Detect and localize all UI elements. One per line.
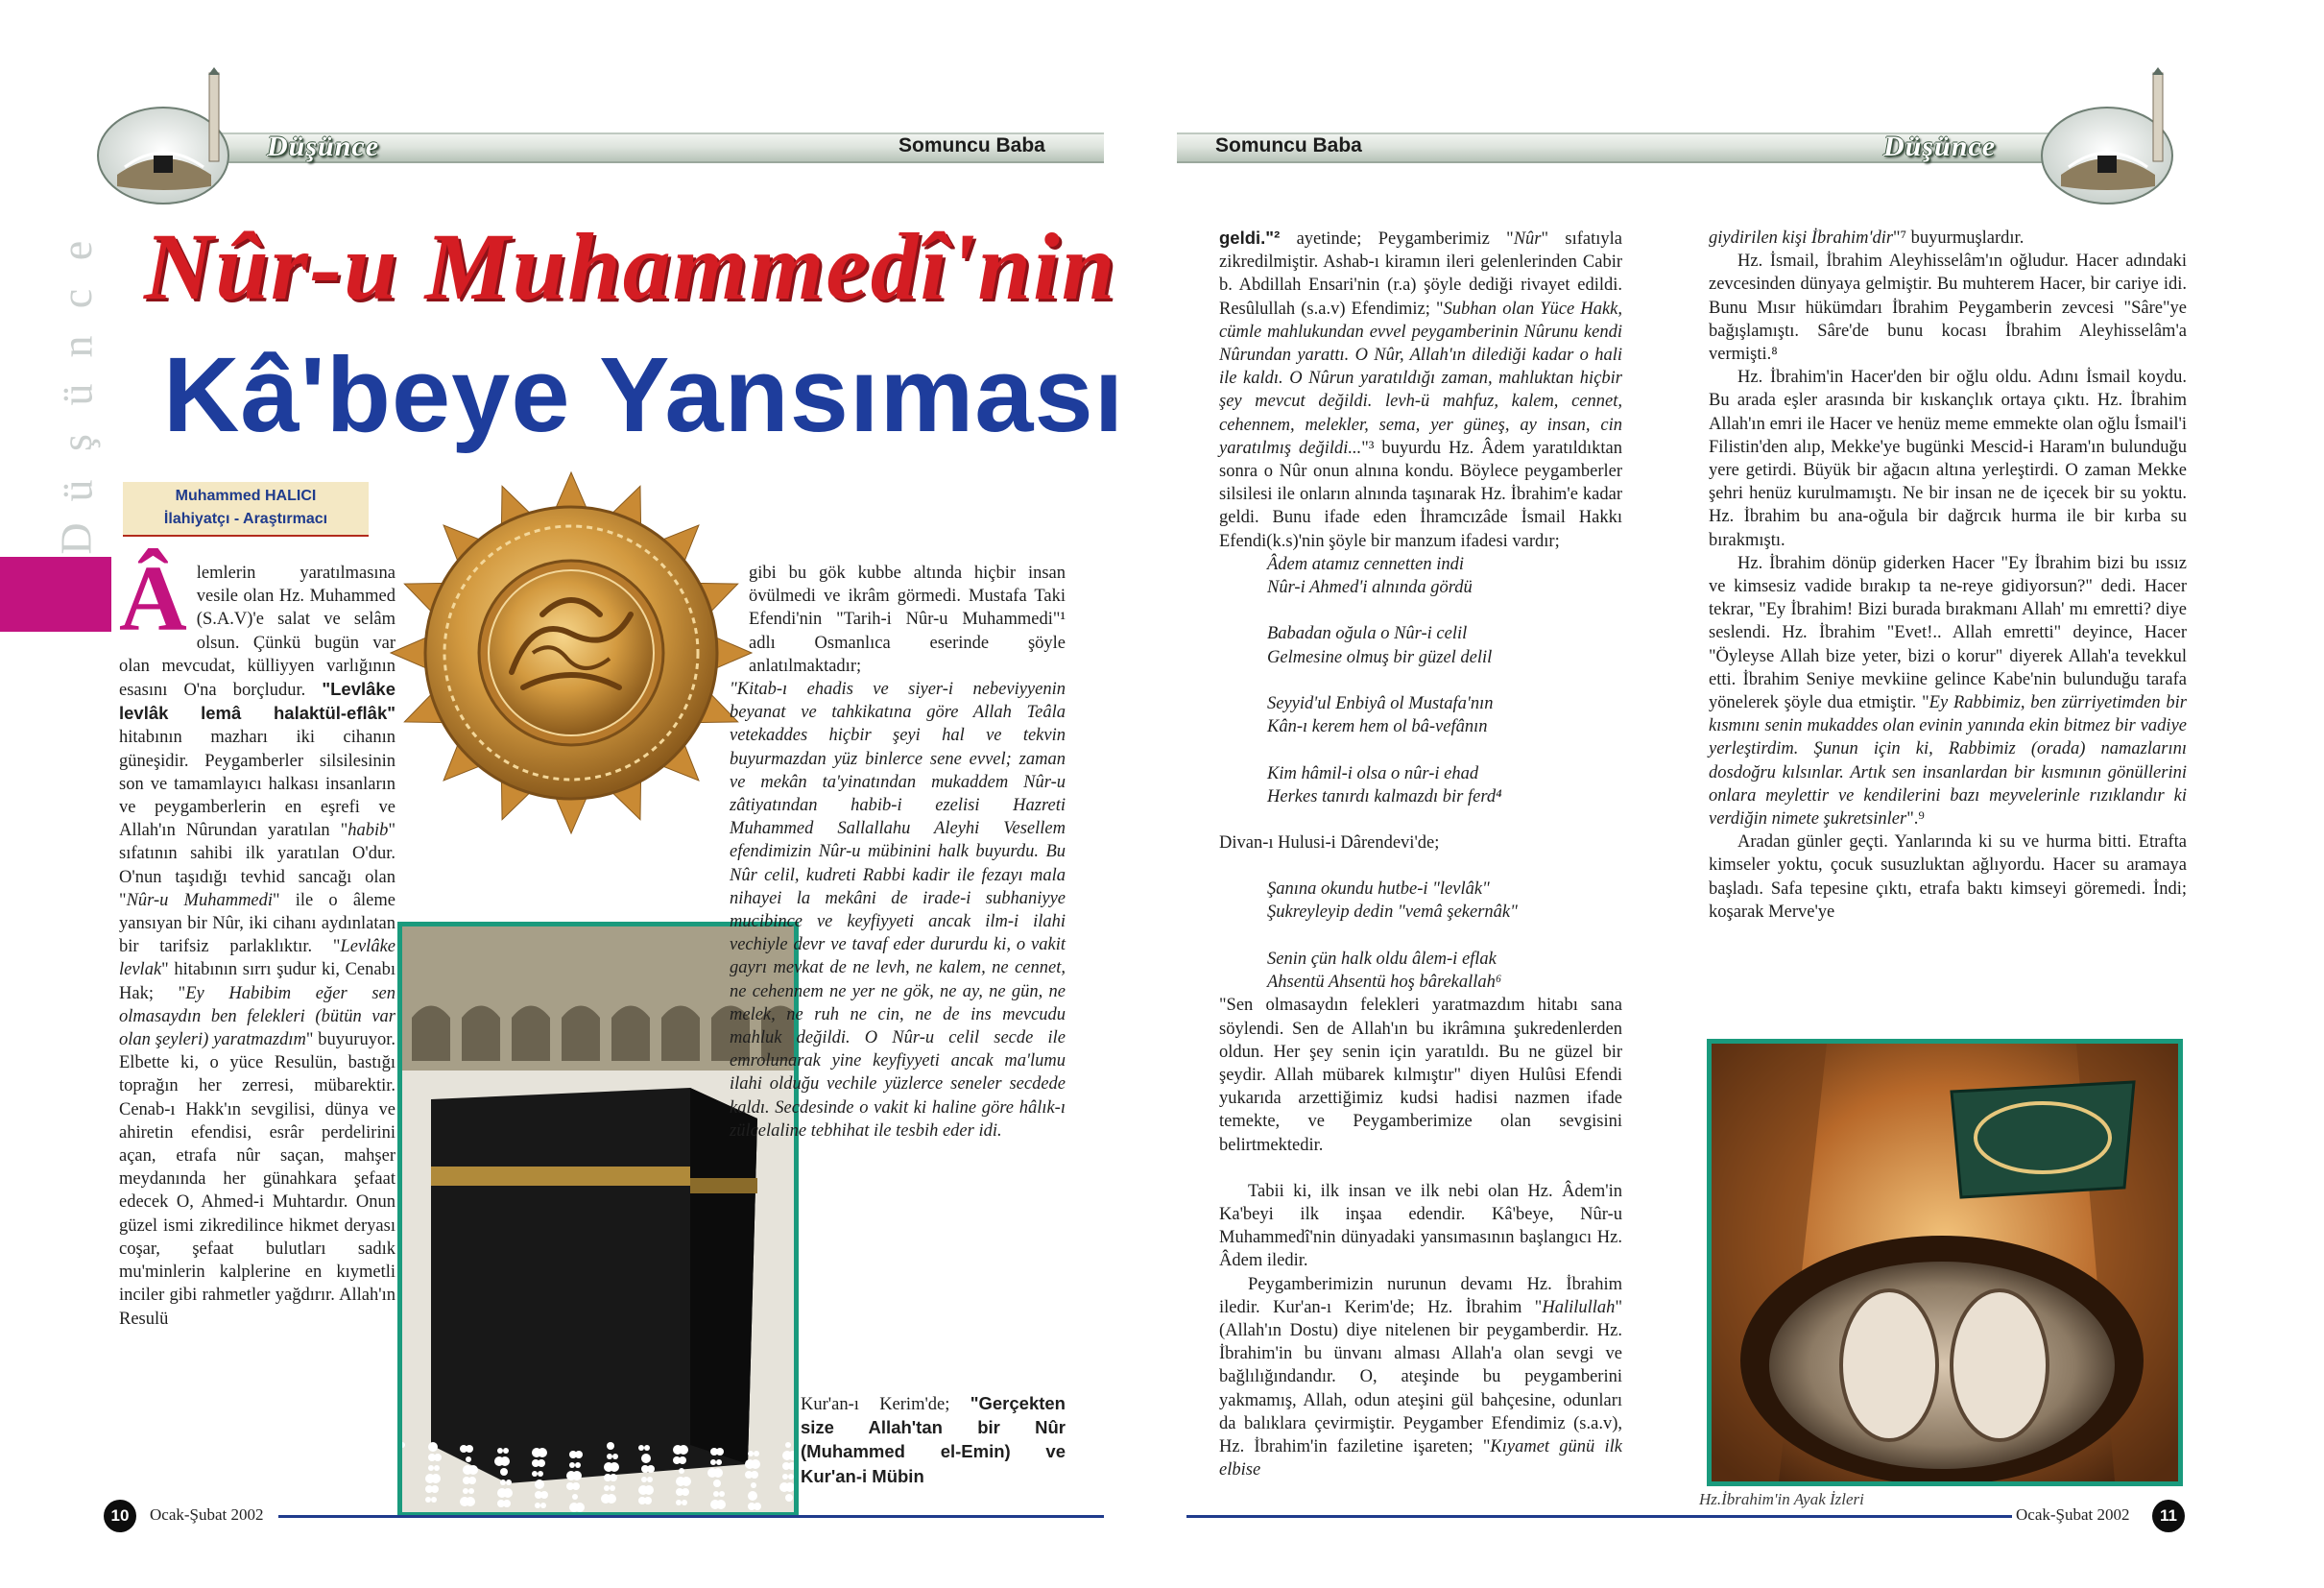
poem-line: Seyyid'ul Enbiyâ ol Mustafa'nın — [1267, 694, 1494, 714]
col3-paragraph-3: "Sen olmasaydın felekleri yaratmazdım hitabı sana söylendi. Sen de Allah'ın bu ikrâmına şukredenlerden oldun. Her şey senin için yaratıldı. Bu ne güzel bir şeydir. Allah mübarek kılmıştır" diyen Hulûsi Efendi yukarıda arzettiğimiz kudsi hadisi nazmen ifade temekte, ve Peygamberimize olan sevgisini belirtmektedir. — [1219, 996, 1622, 1155]
pilgrim-dot — [638, 1445, 644, 1451]
pilgrim-dot — [713, 1491, 719, 1497]
pilgrim-dot — [434, 1465, 440, 1471]
pilgrim-dot — [535, 1503, 540, 1508]
poem-line: Senin çün halk oldu âlem-i eflak — [1267, 949, 1497, 969]
pilgrim-dot — [745, 1471, 753, 1479]
col1-text: hitabının mazharı iki cihanın güneşidir. Peygamberler silsilesinin son ve tamamlayıcı halkası insanların ve peygamberlerin en eşrefi ve Allah'ın Nûrundan yaratılan " — [119, 728, 395, 841]
pilgrim-dot — [460, 1445, 467, 1453]
author-byline — [123, 482, 369, 537]
poem-line: Âdem atamız cennetten indi — [1267, 554, 1464, 574]
poem-line: Herkes tanırdı kalmazdı bir ferd⁴ — [1267, 786, 1502, 806]
section-label-left: Düşünce — [267, 131, 380, 162]
pilgrim-dot — [782, 1451, 792, 1460]
column-3-text — [1219, 227, 1622, 1481]
col4-paragraph-3: Hz. İbrahim'in Hacer'den bir oğlu oldu. Adını İsmail koydu. Bu arada eşler arasında bir kıskançlık ortaya çıktı. Hz. İbrahim Allah'ın emri ile Hacer ve henüz meme emmekte olan oğlu İsmail'i Filistin'den alıp, Mekke'ye bugünki Mescid-i Haram'ın bulunduğu yere getirdi. Büyük bir ağacın altına yerleştirdi. O zaman Mekke şehri henüz kurulmamıştı. Ne bir insan ne de içecek bir su yoktu. Hz. İbrahim bu ana-oğula bir dağrcık hurma ile bir kırba su bırakmıştı. — [1709, 368, 2187, 550]
drop-cap: Â — [119, 547, 187, 651]
title-line-2: Kâ'beye Yansıması — [163, 336, 1125, 454]
title-line-1: Nûr-u Muhammedî'nin — [144, 213, 1117, 320]
col1-text: " sıfatının sahibi ilk yaratılan O'dur. O'nun taşıdığı tevhid sancağı olan " — [119, 821, 395, 910]
col3-text: " (Allah'ın Dostu) diye nitelenen bir peygamberdir. Hz. İbrahim'in bu ünvanı alması Allah'a olan sevgi ve bağlılığındandır. O, ateşinde bu peygamberini yakmamış, Allah, odun ateşini gül bahçesine, odunları da balıklara çevirmiştir. Peygamber Efendimiz (s.a.v), Hz. İbrahim'in faziletine işareten; " — [1219, 1297, 1622, 1456]
pilgrim-dot — [569, 1503, 579, 1512]
pilgrim-dot — [710, 1448, 718, 1456]
pilgrim-dot — [575, 1462, 581, 1468]
pilgrim-dot — [638, 1485, 648, 1495]
col1-text: " buyuruyor. Elbette ki, o yüce Resulün, bastığı toprağın her zerresi, mübarektir. Cenab-ı Hakk'ın sevgilisi, dünya ve ahiretin efendisi, esrâr perdelirini açan, etrafa nûr saçan, mahşer meydanında her günahkara şefaat edecek O, Ahmed-i Muhtardır. Onun güzel ismi zikredilince hikmet deryası coşar, şefaat bulutları sadık mu'minlerin kalplerine en kıymetli inciler gibi rahmetler yağdırır. Allah'ın Resulü — [119, 1030, 395, 1329]
pilgrim-dot — [710, 1500, 720, 1509]
pilgrim-dot — [535, 1491, 542, 1499]
pilgrim-dot — [494, 1456, 504, 1466]
pilgrim-dot — [425, 1497, 431, 1503]
column-1-text — [119, 547, 395, 1331]
section-label-right: Düşünce — [1883, 131, 1997, 162]
pilgrim-dot — [532, 1448, 541, 1457]
poem-1 — [1219, 553, 1622, 808]
col1-italic: Nûr-u Muhammedi — [126, 890, 274, 910]
col3-text: ayetinde; Peygamberimiz " — [1280, 229, 1514, 249]
pilgrim-dot — [497, 1488, 507, 1498]
pilgrim-dot — [610, 1485, 615, 1491]
col4-italic: Ey Rabbimiz, ben zürriyetimden bir kısmını senin mukaddes olan evinin yanında ekin bitmez bir vadiye yerleştirdim. Şunun için ki, Rabbimiz (orada) namazlarını dosdoğru kılsınlar. Artık sen insanlardan bir kısmının gönüllerini onlara meylettir ve kendilerini bazı meyvelerinle rızıklandır ki verdiğin nimete şukretsinler — [1709, 693, 2187, 830]
pilgrim-dot — [463, 1488, 468, 1494]
side-letter: ü — [52, 383, 101, 406]
side-letter: ü — [52, 479, 101, 502]
colonnade-arch — [462, 1006, 500, 1062]
pilgrim-dot — [535, 1480, 544, 1489]
col4-paragraph-2: Hz. İsmail, İbrahim Aleyhisselâm'ın oğludur. Hacer adındaki zevcesinden dünyaya gelmiştir. Bu muhterem Hacer, bir cariye idi. Bunu Mısır hükümdarı İbrahim Peygamberin zevcesi "Sâre"ye bağışlamıştı. Sâre'de bunu kocası İbrahim Aleyhisselâm'a vermişti.⁸ — [1709, 252, 2187, 365]
pilgrim-dot — [607, 1442, 614, 1450]
author-role: İlahiyatçı - Araştırmacı — [163, 511, 328, 527]
pilgrim-dot — [745, 1459, 755, 1469]
col3-bold: geldi."² — [1219, 228, 1281, 248]
pilgrim-dot — [425, 1474, 435, 1483]
magazine-name-right: Somuncu Baba — [1215, 134, 1362, 156]
pilgrim-dot — [638, 1497, 646, 1504]
colonnade-arch — [512, 1006, 550, 1062]
col1-italic: Levlâke levlak — [119, 937, 395, 980]
pilgrim-dot — [428, 1442, 438, 1452]
col2-bold: "Gerçekten size Allah'tan bir Nûr (Muhammed el-Emin) ve Kur'an-i Mübin — [801, 1393, 1066, 1486]
pilgrim-dot — [468, 1488, 474, 1494]
magazine-name-left: Somuncu Baba — [898, 134, 1045, 156]
pilgrim-dot — [782, 1474, 788, 1480]
poem-line: Ahsentü Ahsentü hoş bârekallah⁶ — [1267, 973, 1502, 993]
pilgrim-dot — [463, 1465, 472, 1475]
pilgrim-dot — [604, 1485, 610, 1491]
col3-text: "³ buyurdu Hz. Âdem yaratıldıktan sonra o Nûr onun alnına kondu. Böylece peygamberler silsilesi ile onların alnında taşınarak Hz. İbrahim'e kadar geldi. Bunu ifade eden İhramcızâde İsmail Hakkı Efendi(k.s)'nin şöyle bir manzum ifadesi vardır; — [1219, 438, 1622, 551]
col4-italic: giydirilen kişi İbrahim'dir — [1709, 229, 1894, 248]
pilgrim-dot — [532, 1459, 539, 1467]
column-2-text — [557, 562, 1066, 1143]
pilgrim-dot — [748, 1451, 754, 1456]
poem-line: Nûr-i Ahmed'i alnında gördü — [1267, 578, 1473, 598]
col4-text: ".⁹ — [1906, 809, 1925, 830]
pilgrim-dot — [425, 1485, 433, 1493]
pilgrim-dot — [532, 1471, 538, 1477]
footer-rule-right — [1186, 1515, 2012, 1518]
poem-line: Gelmesine olmuş bir güzel delil — [1267, 647, 1493, 667]
pilgrim-dot — [428, 1454, 436, 1461]
pilgrim-dot — [466, 1456, 471, 1462]
pilgrim-dot — [676, 1477, 685, 1486]
pilgrim-dot — [601, 1494, 611, 1504]
poem-line: Şanına okundu hutbe-i "levlâk" — [1267, 879, 1490, 900]
pilgrim-dot — [785, 1442, 791, 1448]
side-letter: e — [51, 240, 101, 261]
col3-italic: Subhan olan Yüce Hakk, cümle mahlukundan evvel peygamberinin Nûrunu kendi Nûrundan yarattı. O Nûr, Allah'ın dilediği kadar o hali ile kaldı. O Nûrun yaratıldığı zaman, mahluktan hiçbir şey mevcut değildi. levh-ü mahfuz, kalem, cennet, cehennem, melekler, sema, yer güneş, ay insan, cin yaratılmış değildi... — [1219, 299, 1622, 458]
col2-paragraph-1: gibi bu gök kubbe altında hiçbir insan övülmedi ve ikrâm görmedi. Mustafa Taki Efendi'nin "Tarih-i Nûr-u Muhammedi"¹ adlı Osmanlıca eserinde şöyle anlatılmaktadır; — [749, 564, 1066, 676]
pilgrim-dot — [676, 1488, 683, 1496]
poem-line — [1267, 925, 1622, 948]
column-2-end — [801, 1392, 1066, 1489]
pilgrim-dot — [460, 1497, 469, 1506]
footer-date-right: Ocak-Şubat 2002 — [2016, 1505, 2130, 1524]
pilgrim-dot — [503, 1448, 509, 1454]
pilgrim-dot — [540, 1503, 546, 1508]
col1-text: " hitabının sırrı şudur ki, Cenabı Hak; " — [119, 960, 395, 1003]
poem-line — [1267, 669, 1622, 692]
pilgrim-dot — [506, 1480, 512, 1485]
poem-2 — [1219, 878, 1622, 994]
poem-line — [1267, 599, 1622, 622]
col2-text: Kur'an-ı Kerim'de; — [801, 1395, 970, 1414]
column-4-text — [1709, 227, 2187, 924]
pilgrim-dot — [431, 1497, 437, 1503]
pilgrim-dot — [538, 1471, 543, 1477]
pilgrim-dot — [566, 1471, 576, 1480]
side-letter: n — [52, 335, 101, 358]
side-letter: c — [51, 288, 101, 309]
magenta-accent-bar — [0, 557, 111, 632]
pilgrim-dot — [612, 1454, 618, 1459]
poem-line: Kân-ı kerem hem ol bâ-vefânın — [1267, 717, 1488, 737]
col3-text: " sıfatıyla zikredilmiştir. Ashab-ı kiramın ileri gelenlerinden Cabir b. Abdillah Ensari'nin (r.a) şöyle dediği rivayet edildi. Resûlullah (s.a.v) Efendimiz; " — [1219, 229, 1622, 319]
pilgrim-dot — [710, 1459, 716, 1465]
pilgrim-dot — [682, 1500, 687, 1505]
mosque-emblem-left-icon — [96, 67, 230, 206]
poem-line: Kim hâmil-i olsa o nûr-i ehad — [1267, 763, 1479, 783]
poem-line: Babadan oğula o Nûr-i celil — [1267, 624, 1468, 644]
pilgrim-dot — [679, 1468, 684, 1474]
pilgrim-dot — [716, 1459, 722, 1465]
pilgrim-dot — [428, 1465, 434, 1471]
side-letter: D — [51, 522, 101, 555]
pilgrim-dot — [785, 1494, 793, 1502]
photo-caption: Hz.İbrahim'in Ayak İzleri — [1699, 1490, 1864, 1508]
pilgrim-dot — [497, 1448, 503, 1454]
pilgrim-dot — [751, 1482, 756, 1488]
pilgrim-dot — [719, 1491, 725, 1497]
pilgrim-dot — [572, 1494, 578, 1500]
col1-text: " ile o âleme yansıyan bir Nûr, iki cihanı aydınlatan bir tarifsiz parlaklıktır. " — [119, 890, 395, 957]
col4-text: "⁷ buyurmuşlardır. — [1893, 229, 2025, 248]
footer-rule-left — [278, 1515, 1104, 1518]
pilgrim-dot — [641, 1477, 647, 1482]
pilgrim-dot — [673, 1456, 681, 1464]
pilgrim-dot — [607, 1454, 612, 1459]
pilgrim-dot — [641, 1454, 651, 1463]
pilgrim-dot — [566, 1482, 574, 1490]
pilgrim-dot — [754, 1451, 759, 1456]
page-number-right: 11 — [2152, 1500, 2185, 1532]
col3-italic: Halilullah — [1542, 1297, 1616, 1317]
pilgrim-dot — [779, 1482, 789, 1492]
poem-line — [1267, 738, 1622, 761]
col2-quote: "Kitab-ı ehadis ve siyer-i nebeviyyenin beyanat ve tahkikatına göre Allah Teâla vetekaddes hiçbir şeyi hal ve tekvin buyurmazdan yüz binlerce sene evvel; zaman ve mekân ta'yinatından mukaddem Nûr-u zâtiyatından habib-i ezelisi Hazreti Muhammed Sallallahu Aleyhi Vesellem efendimizin Nûr-u mübinini halk buyurdu. Bu Nûr celil, kudreti Rabbi kadir ile fezayı mala nihayei la mekâni de irade-i subhaniyye mucibince ve keyfiyyeti ancak ilm-i ilahi vechiyle devr ve tavaf eder dururdu ki, o vakit gayrı mevkat de ne levh, ne kalem, ne cennet, ne cehennem ne yer ne gök, ne ay, ne gün, ne melek, ne ruh ne cin, ne de ins mevcudu mahluk değildi. O Nûr-u celil secde ile emrolunarak yine keyfiyyeti ancak ma'lumu ilahi olduğu vechile yüzlerce seneler secdede kaldı. Secdesinde o vakit ki haline göre hâlık-ı zülcelaline tebhihat ile tesbih eder idi. — [730, 680, 1066, 1141]
pilgrim-dot — [782, 1462, 790, 1470]
pilgrim-dot — [676, 1500, 682, 1505]
col3-italic: Kıyamet günü ilk elbise — [1219, 1436, 1622, 1480]
pilgrim-dot — [500, 1480, 506, 1485]
pilgrim-dot — [569, 1462, 575, 1468]
side-vertical-label — [51, 227, 101, 563]
col1-text: lemlerin yaratılmasına vesile olan Hz. Muhammed (S.A.V)'e salat ve selâm olsun. Çünkü bugün var olan mevcudat, külliyyen varlığının esasını O'na borçludur. — [119, 564, 395, 701]
col3-italic: Nûr — [1513, 229, 1542, 249]
mosque-emblem-right-icon — [2040, 67, 2174, 206]
col3-text: Peygamberimizin nurunun devamı Hz. İbrahim iledir. Kur'an-ı Kerim'de; Hz. İbrahim " — [1219, 1274, 1622, 1317]
pilgrim-dot — [641, 1465, 649, 1473]
pilgrim-dot — [497, 1500, 505, 1507]
pilgrim-dot — [647, 1477, 653, 1482]
colonnade-arch — [412, 1006, 450, 1062]
col1-italic: Ey Habibim eğer sen olmasaydın ben felekleri (bütün var olan şeyleri) yaratmazdım — [119, 983, 395, 1050]
col1-italic: habib — [347, 821, 389, 841]
col4-text: Hz. İbrahim dönüp giderken Hacer "Ey İbrahim bizi bu ıssız ve kimsesiz vadide bırakıp ta ne-reye gidiyorsun?" dedi. Hacer tekrar, "Ey İbrahim! Bizi burada bırakmanı Allah' mı emretti? diye seslendi. Hz. İbrahim "Evet!.. Allah emretti" deyince, Hacer "Öyleyse Allah bize yeter, bizi o korur" diyerek Allah'a tevekkul etti. İbrahim Seniye mevkiine gelince Kabe'nin bulunduğu tarafa yönelerek şöyle dua etmiştir. " — [1709, 553, 2187, 713]
footer-date-left: Ocak-Şubat 2002 — [150, 1505, 264, 1524]
col1-bold: "Levlâke levlâk lemâ halaktül-eflâk" — [119, 679, 395, 724]
poem-line: Şukreyleyip dedin "vemâ şekernâk" — [1267, 902, 1518, 923]
footprints-photo — [1707, 1039, 2183, 1486]
pilgrim-dot — [463, 1477, 470, 1484]
pilgrim-dot — [500, 1468, 508, 1476]
pilgrim-dot — [604, 1474, 611, 1481]
pilgrim-dot — [748, 1503, 755, 1510]
pilgrim-dot — [569, 1451, 577, 1458]
author-name: Muhammed HALICI — [175, 488, 317, 504]
pilgrim-dot — [673, 1445, 683, 1455]
col4-paragraph-5: Aradan günler geçti. Yanlarında ki su ve hurma bitti. Etrafta kimseler yoktu, çocuk susuzluktan ağlıyordu. Hacer su aramaya başladı. Safa tepesine çıktı, etrafa baktı kimseyi göremedi. İndi; koşarak Merve'ye — [1709, 832, 2187, 922]
pilgrim-dot — [644, 1445, 650, 1451]
pilgrim-dot — [748, 1491, 757, 1501]
pilgrim-dot — [604, 1462, 613, 1472]
pilgrim-dot — [713, 1480, 721, 1487]
pilgrim-dot — [788, 1474, 794, 1480]
pilgrim-dot — [707, 1468, 717, 1478]
col3-paragraph-4: Tabii ki, ilk insan ve ilk nebi olan Hz. Âdem'in Ka'beyi ilk inşaa edendir. Kâ'beye, Nûr-u Muhammedî'nin dünyadaki yansımasının başlangıcı Hz. Âdem iledir. — [1219, 1181, 1622, 1271]
col3-paragraph-2: Divan-ı Hulusi-i Dârendevi'de; — [1219, 833, 1440, 854]
side-letter: ş — [52, 434, 101, 451]
page-number-left: 10 — [104, 1500, 136, 1532]
